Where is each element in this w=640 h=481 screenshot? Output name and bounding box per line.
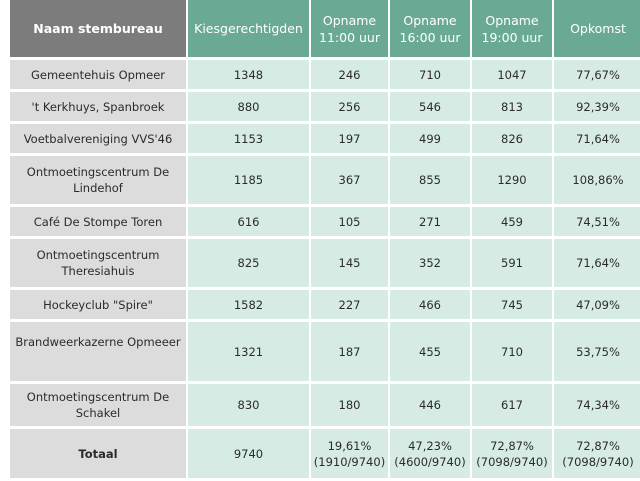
cell-opname-1900: 710 <box>472 322 554 384</box>
table-row <box>10 290 640 322</box>
total-kiesgerechtigden: 9740 <box>188 429 311 481</box>
cell-opname-1600: 455 <box>390 322 472 384</box>
cell-name: 't Kerkhuys, Spanbroek <box>10 92 188 124</box>
cell-opname-1600: 352 <box>390 239 472 290</box>
cell-kiesgerechtigden: 1348 <box>188 60 311 92</box>
cell-opname-1600: 271 <box>390 207 472 239</box>
table-row <box>10 92 640 124</box>
cell-opkomst: 47,09% <box>554 290 640 322</box>
table-row <box>10 322 640 384</box>
header-opname-1100: Opname 11:00 uur <box>311 0 390 60</box>
cell-name: Ontmoetingscentrum De Schakel <box>10 384 188 429</box>
cell-kiesgerechtigden: 1582 <box>188 290 311 322</box>
turnout-table <box>10 0 640 481</box>
cell-name: Gemeentehuis Opmeer <box>10 60 188 92</box>
cell-opname-1100: 197 <box>311 124 390 156</box>
header-name: Naam stembureau <box>10 0 188 60</box>
cell-opname-1100: 367 <box>311 156 390 207</box>
cell-opname-1600: 855 <box>390 156 472 207</box>
cell-name: Voetbalvereniging VVS'46 <box>10 124 188 156</box>
total-opname-1100: 19,61% (1910/9740) <box>311 429 390 481</box>
cell-name: Ontmoetingscentrum Theresiahuis <box>10 239 188 290</box>
table-row <box>10 124 640 156</box>
header-opname-1900: Opname 19:00 uur <box>472 0 554 60</box>
cell-opname-1100: 227 <box>311 290 390 322</box>
cell-opkomst: 92,39% <box>554 92 640 124</box>
table-row <box>10 60 640 92</box>
cell-opname-1600: 499 <box>390 124 472 156</box>
total-opname-1900: 72,87% (7098/9740) <box>472 429 554 481</box>
cell-kiesgerechtigden: 1153 <box>188 124 311 156</box>
cell-opname-1100: 187 <box>311 322 390 384</box>
cell-opkomst: 74,51% <box>554 207 640 239</box>
cell-opname-1100: 256 <box>311 92 390 124</box>
table-row <box>10 207 640 239</box>
total-opname-1600: 47,23% (4600/9740) <box>390 429 472 481</box>
cell-kiesgerechtigden: 830 <box>188 384 311 429</box>
cell-opname-1900: 745 <box>472 290 554 322</box>
cell-kiesgerechtigden: 1185 <box>188 156 311 207</box>
table-row <box>10 239 640 290</box>
total-label: Totaal <box>10 429 188 481</box>
cell-opname-1900: 591 <box>472 239 554 290</box>
cell-opname-1600: 466 <box>390 290 472 322</box>
total-opkomst: 72,87% (7098/9740) <box>554 429 640 481</box>
cell-opname-1900: 1290 <box>472 156 554 207</box>
cell-opkomst: 71,64% <box>554 239 640 290</box>
total-row <box>10 429 640 481</box>
cell-kiesgerechtigden: 880 <box>188 92 311 124</box>
cell-opname-1100: 145 <box>311 239 390 290</box>
cell-name: Brandweerkazerne Opmeeer <box>10 322 188 384</box>
cell-opkomst: 53,75% <box>554 322 640 384</box>
cell-opname-1100: 180 <box>311 384 390 429</box>
cell-opname-1900: 826 <box>472 124 554 156</box>
cell-opname-1900: 813 <box>472 92 554 124</box>
cell-opname-1600: 710 <box>390 60 472 92</box>
table-row <box>10 384 640 429</box>
cell-opname-1600: 446 <box>390 384 472 429</box>
cell-opname-1100: 246 <box>311 60 390 92</box>
cell-opname-1900: 1047 <box>472 60 554 92</box>
cell-opkomst: 71,64% <box>554 124 640 156</box>
cell-name: Hockeyclub "Spire" <box>10 290 188 322</box>
cell-kiesgerechtigden: 616 <box>188 207 311 239</box>
table-row <box>10 156 640 207</box>
cell-opkomst: 108,86% <box>554 156 640 207</box>
header-row <box>10 0 640 60</box>
cell-opname-1100: 105 <box>311 207 390 239</box>
cell-opname-1900: 617 <box>472 384 554 429</box>
cell-name: Café De Stompe Toren <box>10 207 188 239</box>
cell-kiesgerechtigden: 825 <box>188 239 311 290</box>
cell-kiesgerechtigden: 1321 <box>188 322 311 384</box>
cell-name: Ontmoetingscentrum De Lindehof <box>10 156 188 207</box>
cell-opname-1900: 459 <box>472 207 554 239</box>
cell-opname-1600: 546 <box>390 92 472 124</box>
header-opname-1600: Opname 16:00 uur <box>390 0 472 60</box>
header-kiesgerechtigden: Kiesgerechtigden <box>188 0 311 60</box>
header-opkomst: Opkomst <box>554 0 640 60</box>
cell-opkomst: 74,34% <box>554 384 640 429</box>
cell-opkomst: 77,67% <box>554 60 640 92</box>
